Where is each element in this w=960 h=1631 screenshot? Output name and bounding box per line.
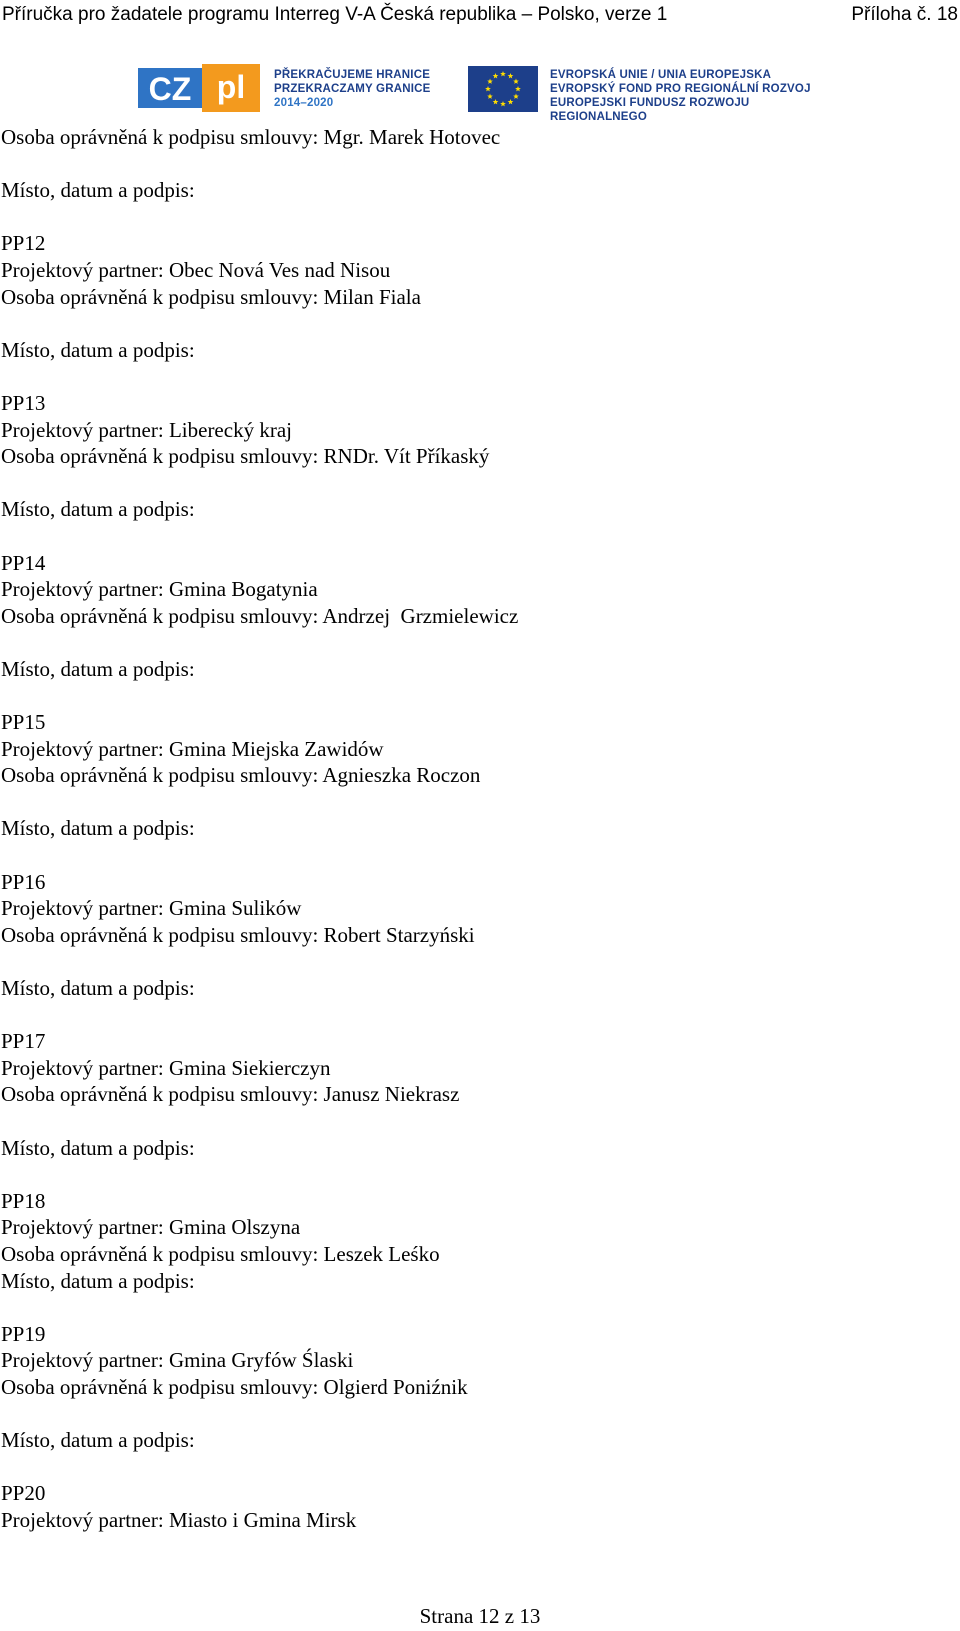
authorized-person: Osoba oprávněná k podpisu smlouvy: Robert Starzyński [1,922,475,947]
partner-id: PP14 [1,550,46,575]
logo-bar [138,64,838,123]
place-date-signature: Místo, datum a podpis: [1,1428,195,1453]
page-number: Strana 12 z 13 [419,1604,541,1628]
place-date-signature: Místo, datum a podpis: [1,1268,195,1293]
authorized-person: Osoba oprávněná k podpisu smlouvy: Mgr. Marek Hotovec [1,125,501,149]
partner-id: PP12 [1,231,46,256]
page-header [0,0,960,34]
authorized-person: Osoba oprávněná k podpisu smlouvy: Olgierd Poniźnik [1,1374,468,1399]
document-body [1,124,951,1533]
place-date-signature: Místo, datum a podpis: [1,816,195,841]
place-date-signature: Místo, datum a podpis: [1,337,195,362]
authorized-person: Osoba oprávněná k podpisu smlouvy: Milan Fiala [1,284,421,309]
svg-text:pl: pl [216,69,246,105]
place-date-signature: Místo, datum a podpis: [1,976,195,1000]
partner-name: Projektový partner: Gmina Olszyna [1,1215,301,1240]
document-title: Příručka pro žadatele programu Interreg V-A Česká republika – Polsko, verze 1 [2,4,668,25]
partner-name: Projektový partner: Obec Nová Ves nad Nisou [1,257,391,282]
partner-name: Projektový partner: Gmina Gryfów Ślaski [1,1348,354,1373]
partner-id: PP17 [1,1029,46,1054]
svg-text:CZ: CZ [148,71,192,107]
partner-id: PP16 [1,869,46,894]
authorized-person: Osoba oprávněná k podpisu smlouvy: Janusz Niekrasz [1,1082,460,1107]
authorized-person: Osoba oprávněná k podpisu smlouvy: Agnieszka Roczon [1,763,481,788]
place-date-signature: Místo, datum a podpis: [1,1135,195,1160]
authorized-person: Osoba oprávněná k podpisu smlouvy: Andrzej Grzmielewicz [1,603,519,628]
partner-name: Projektový partner: Liberecký kraj [1,417,292,442]
authorized-person: Osoba oprávněná k podpisu smlouvy: Leszek Leśko [1,1241,440,1266]
place-date-signature: Místo, datum a podpis: [1,497,195,522]
partner-name: Projektový partner: Gmina Bogatynia [1,577,318,602]
place-date-signature: Místo, datum a podpis: [1,178,195,203]
partner-name: Projektový partner: Gmina Miejska Zawidów [1,736,384,761]
annex-label: Příloha č. 18 [851,4,958,25]
place-date-signature: Místo, datum a podpis: [1,656,195,681]
eu-flag-icon [468,66,538,112]
partner-id: PP13 [1,390,46,415]
partner-name: Projektový partner: Gmina Siekierczyn [1,1055,331,1080]
partner-name: Projektový partner: Miasto i Gmina Mirsk [1,1507,357,1532]
partner-id: PP15 [1,710,46,735]
partner-id: PP20 [1,1481,46,1506]
cz-pl-logo [138,64,260,112]
partner-name: Projektový partner: Gmina Sulików [1,896,302,921]
authorized-person: Osoba oprávněná k podpisu smlouvy: RNDr. Vít Příkaský [1,444,490,469]
cz-pl-slogan: PŘEKRAČUJEME HRANICE PRZEKRACZAMY GRANICE 2014–2020 [274,69,431,109]
partner-id: PP19 [1,1321,46,1346]
partner-id: PP18 [1,1188,46,1213]
eu-fund-text: EVROPSKÁ UNIE / UNIA EUROPEJSKA EVROPSKÝ FOND PRO REGIONÁLNÍ ROZVOJ EUROPEJSKI FUNDUSZ ROZWOJU REGIONALNEGO [550,69,811,123]
